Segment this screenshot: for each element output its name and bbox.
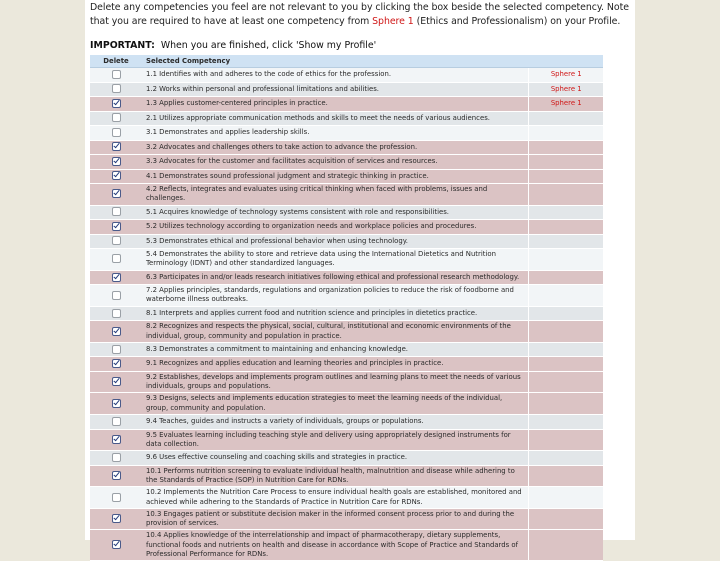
sphere-label bbox=[528, 429, 603, 451]
delete-cell bbox=[90, 234, 142, 249]
delete-checkbox[interactable] bbox=[112, 399, 121, 408]
competency-text: 3.2 Advocates and challenges others to take action to advance the profession. bbox=[142, 140, 528, 155]
table-row bbox=[90, 205, 603, 220]
sphere-label bbox=[528, 415, 603, 430]
delete-checkbox[interactable] bbox=[112, 493, 121, 502]
delete-checkbox[interactable] bbox=[112, 99, 121, 108]
table-row bbox=[90, 111, 603, 126]
delete-cell bbox=[90, 451, 142, 466]
delete-checkbox[interactable] bbox=[112, 327, 121, 336]
competency-text: 9.5 Evaluates learning including teaching style and delivery using appropriately designed instruments for data collection. bbox=[142, 429, 528, 451]
table-row bbox=[90, 140, 603, 155]
delete-cell bbox=[90, 155, 142, 170]
table-row bbox=[90, 429, 603, 451]
competency-text: 5.1 Acquires knowledge of technology systems consistent with role and responsibilities. bbox=[142, 205, 528, 220]
competency-text: 5.3 Demonstrates ethical and professional behavior when using technology. bbox=[142, 234, 528, 249]
sphere-label bbox=[528, 487, 603, 509]
delete-checkbox[interactable] bbox=[112, 377, 121, 386]
sphere-label bbox=[528, 220, 603, 235]
delete-checkbox[interactable] bbox=[112, 309, 121, 318]
table-row bbox=[90, 451, 603, 466]
sphere-label bbox=[528, 393, 603, 415]
competency-text: 8.3 Demonstrates a commitment to maintaining and enhancing knowledge. bbox=[142, 342, 528, 357]
sphere-label bbox=[528, 184, 603, 206]
sphere-label bbox=[528, 371, 603, 393]
competency-text: 9.1 Recognizes and applies education and learning theories and principles in practice. bbox=[142, 357, 528, 372]
delete-cell bbox=[90, 357, 142, 372]
sphere-label: Sphere 1 bbox=[528, 97, 603, 112]
competency-text: 3.3 Advocates for the customer and facilitates acquisition of services and resources. bbox=[142, 155, 528, 170]
delete-checkbox[interactable] bbox=[112, 113, 121, 122]
table-row bbox=[90, 465, 603, 487]
table-row bbox=[90, 285, 603, 307]
delete-cell bbox=[90, 530, 142, 561]
competency-table bbox=[90, 55, 603, 561]
delete-checkbox[interactable] bbox=[112, 359, 121, 368]
sphere-label bbox=[528, 249, 603, 271]
delete-cell bbox=[90, 205, 142, 220]
delete-checkbox[interactable] bbox=[112, 540, 121, 549]
instructions-text: Delete any competencies you feel are not relevant to you by clicking the box beside the selected competency. Note that you are required to have at least one competency from bbox=[90, 2, 629, 27]
header-delete: Delete bbox=[90, 55, 142, 68]
delete-cell bbox=[90, 169, 142, 184]
competency-text: 2.1 Utilizes appropriate communication methods and skills to meet the needs of various audiences. bbox=[142, 111, 528, 126]
competency-text: 7.2 Applies principles, standards, regulations and organization policies to reduce the risk of foodborne and waterborne illness outbreaks. bbox=[142, 285, 528, 307]
sphere-1-highlight: Sphere 1 bbox=[372, 16, 414, 27]
delete-checkbox[interactable] bbox=[112, 236, 121, 245]
delete-cell bbox=[90, 393, 142, 415]
delete-cell bbox=[90, 82, 142, 97]
table-row bbox=[90, 68, 603, 83]
delete-cell bbox=[90, 487, 142, 509]
delete-checkbox[interactable] bbox=[112, 435, 121, 444]
sphere-label bbox=[528, 270, 603, 285]
sphere-label bbox=[528, 140, 603, 155]
table-row bbox=[90, 487, 603, 509]
delete-checkbox[interactable] bbox=[112, 157, 121, 166]
competency-text: 9.6 Uses effective counseling and coaching skills and strategies in practice. bbox=[142, 451, 528, 466]
delete-checkbox[interactable] bbox=[112, 222, 121, 231]
table-row bbox=[90, 393, 603, 415]
competency-text: 5.2 Utilizes technology according to organization needs and workplace policies and procedures. bbox=[142, 220, 528, 235]
delete-cell bbox=[90, 306, 142, 321]
table-row bbox=[90, 415, 603, 430]
competency-text: 1.1 Identifies with and adheres to the code of ethics for the profession. bbox=[142, 68, 528, 83]
table-row bbox=[90, 357, 603, 372]
delete-cell bbox=[90, 140, 142, 155]
competency-text: 1.2 Works within personal and professional limitations and abilities. bbox=[142, 82, 528, 97]
delete-checkbox[interactable] bbox=[112, 207, 121, 216]
delete-checkbox[interactable] bbox=[112, 453, 121, 462]
delete-cell bbox=[90, 270, 142, 285]
competency-text: 5.4 Demonstrates the ability to store and retrieve data using the International Dietetics and Nutrition Terminology (IDNT) and other standardized languages. bbox=[142, 249, 528, 271]
important-note bbox=[90, 40, 376, 51]
sphere-label: Sphere 1 bbox=[528, 68, 603, 83]
table-row bbox=[90, 342, 603, 357]
sphere-label: Sphere 1 bbox=[528, 82, 603, 97]
competency-text: 8.1 Interprets and applies current food and nutrition science and principles in dietetics practice. bbox=[142, 306, 528, 321]
sphere-label bbox=[528, 321, 603, 343]
instructions bbox=[90, 1, 630, 29]
delete-checkbox[interactable] bbox=[112, 273, 121, 282]
sphere-label bbox=[528, 508, 603, 530]
sphere-label bbox=[528, 155, 603, 170]
competency-text: 8.2 Recognizes and respects the physical, social, cultural, institutional and economic environments of the individual, group, community and population in practice. bbox=[142, 321, 528, 343]
sphere-label bbox=[528, 465, 603, 487]
table-row bbox=[90, 249, 603, 271]
delete-cell bbox=[90, 285, 142, 307]
delete-checkbox[interactable] bbox=[112, 171, 121, 180]
table-header bbox=[90, 55, 603, 68]
table-row bbox=[90, 184, 603, 206]
table-row bbox=[90, 371, 603, 393]
sphere-label bbox=[528, 234, 603, 249]
competency-text: 9.2 Establishes, develops and implements program outlines and learning plans to meet the needs of various individuals, groups and populations. bbox=[142, 371, 528, 393]
delete-cell bbox=[90, 68, 142, 83]
competency-text: 1.3 Applies customer-centered principles in practice. bbox=[142, 97, 528, 112]
sphere-label bbox=[528, 530, 603, 561]
delete-checkbox[interactable] bbox=[112, 254, 121, 263]
table-row bbox=[90, 126, 603, 141]
delete-checkbox[interactable] bbox=[112, 189, 121, 198]
table-row bbox=[90, 321, 603, 343]
table-row bbox=[90, 270, 603, 285]
sphere-label bbox=[528, 111, 603, 126]
table-row bbox=[90, 220, 603, 235]
table-row bbox=[90, 97, 603, 112]
delete-checkbox[interactable] bbox=[112, 70, 121, 79]
table-row bbox=[90, 234, 603, 249]
header-competency: Selected Competency bbox=[142, 55, 528, 68]
sphere-label bbox=[528, 342, 603, 357]
competency-text: 10.2 Implements the Nutrition Care Process to ensure individual health goals are established, monitored and achieved while adhering to the Standards of Practice in Nutrition Care for RDNs. bbox=[142, 487, 528, 509]
delete-cell bbox=[90, 342, 142, 357]
delete-checkbox[interactable] bbox=[112, 291, 121, 300]
delete-cell bbox=[90, 184, 142, 206]
delete-cell bbox=[90, 220, 142, 235]
competency-text: 4.2 Reflects, integrates and evaluates using critical thinking when faced with problems, issues and challenges. bbox=[142, 184, 528, 206]
competency-text: 10.3 Engages patient or substitute decision maker in the informed consent process prior to and during the provision of services. bbox=[142, 508, 528, 530]
instructions-text-end: (Ethics and Professionalism) on your Profile. bbox=[413, 16, 621, 27]
delete-cell bbox=[90, 429, 142, 451]
important-label: IMPORTANT: bbox=[90, 40, 155, 51]
delete-checkbox[interactable] bbox=[112, 514, 121, 523]
table-row bbox=[90, 155, 603, 170]
sphere-label bbox=[528, 285, 603, 307]
sphere-label bbox=[528, 126, 603, 141]
delete-checkbox[interactable] bbox=[112, 417, 121, 426]
delete-checkbox[interactable] bbox=[112, 471, 121, 480]
delete-cell bbox=[90, 508, 142, 530]
competency-text: 9.4 Teaches, guides and instructs a variety of individuals, groups or populations. bbox=[142, 415, 528, 430]
sphere-label bbox=[528, 205, 603, 220]
sphere-label bbox=[528, 169, 603, 184]
competency-text: 6.3 Participates in and/or leads research initiatives following ethical and professional research methodology. bbox=[142, 270, 528, 285]
delete-cell bbox=[90, 465, 142, 487]
delete-cell bbox=[90, 126, 142, 141]
delete-checkbox[interactable] bbox=[112, 142, 121, 151]
delete-cell bbox=[90, 97, 142, 112]
competency-text: 10.1 Performs nutrition screening to evaluate individual health, malnutrition and disease while adhering to the Standards of Practice (SOP) in Nutrition Care for RDNs. bbox=[142, 465, 528, 487]
delete-cell bbox=[90, 321, 142, 343]
competency-text: 3.1 Demonstrates and applies leadership skills. bbox=[142, 126, 528, 141]
content-area bbox=[85, 0, 635, 559]
table-row bbox=[90, 82, 603, 97]
competency-text: 9.3 Designs, selects and implements education strategies to meet the learning needs of the individual, group, community and population. bbox=[142, 393, 528, 415]
delete-cell bbox=[90, 415, 142, 430]
delete-cell bbox=[90, 249, 142, 271]
header-sphere bbox=[528, 55, 603, 68]
table-row bbox=[90, 306, 603, 321]
delete-cell bbox=[90, 111, 142, 126]
delete-checkbox[interactable] bbox=[112, 84, 121, 93]
sphere-label bbox=[528, 357, 603, 372]
sphere-label bbox=[528, 306, 603, 321]
delete-cell bbox=[90, 371, 142, 393]
competency-text: 10.4 Applies knowledge of the interrelationship and impact of pharmacotherapy, dietary supplements, functional foods and nutrients on health and disease in accordance with Scope of Practice and Standards of Professional Performance for RDNs. bbox=[142, 530, 528, 561]
table-row bbox=[90, 508, 603, 530]
delete-checkbox[interactable] bbox=[112, 128, 121, 137]
important-text: When you are finished, click 'Show my Profile' bbox=[154, 40, 377, 51]
competency-text: 4.1 Demonstrates sound professional judgment and strategic thinking in practice. bbox=[142, 169, 528, 184]
table-row bbox=[90, 169, 603, 184]
sphere-label bbox=[528, 451, 603, 466]
table-row bbox=[90, 530, 603, 561]
delete-checkbox[interactable] bbox=[112, 345, 121, 354]
